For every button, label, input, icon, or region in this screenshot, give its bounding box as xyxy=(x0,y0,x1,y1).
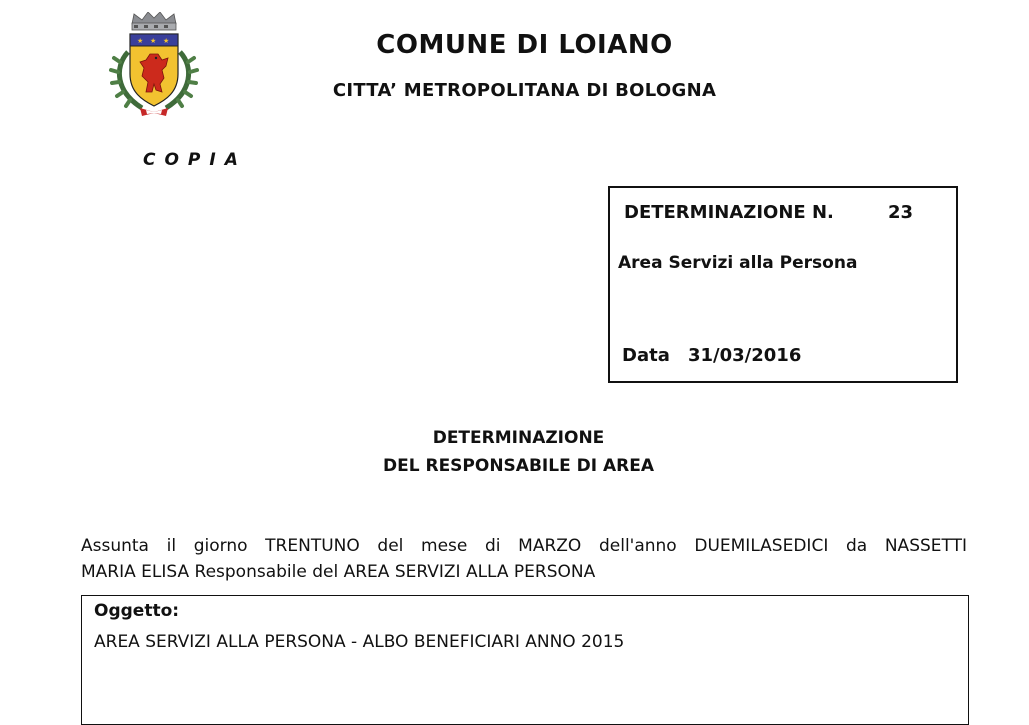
determination-number: 23 xyxy=(888,202,914,223)
assunta-line1: Assunta il giorno TRENTUNO del mese di MARZO dell'anno DUEMILASEDICI da NASSETTI xyxy=(81,536,967,556)
assunta-line2: MARIA ELISA Responsabile del AREA SERVIZI ALLA PERSONA xyxy=(81,562,596,582)
crest-graphic xyxy=(104,12,204,120)
document-heading-line1: DETERMINAZIONE xyxy=(432,428,605,448)
date-label: Data xyxy=(622,345,670,366)
svg-text:★: ★ xyxy=(137,37,144,45)
determination-label: DETERMINAZIONE N. xyxy=(624,202,834,223)
determination-area: Area Servizi alla Persona xyxy=(618,253,858,273)
oggetto-label: Oggetto: xyxy=(94,601,180,621)
svg-text:★: ★ xyxy=(150,37,157,45)
oggetto-text: AREA SERVIZI ALLA PERSONA - ALBO BENEFICIARI ANNO 2015 xyxy=(94,632,625,652)
oggetto-box xyxy=(81,595,969,725)
province-subtitle: CITTA’ METROPOLITANA DI BOLOGNA xyxy=(332,80,717,101)
determination-box xyxy=(608,186,958,383)
date-value: 31/03/2016 xyxy=(688,345,802,366)
copy-mark: COPIA xyxy=(143,150,247,170)
svg-text:★: ★ xyxy=(163,37,170,45)
municipality-title: COMUNE DI LOIANO xyxy=(376,30,673,60)
municipal-crest xyxy=(104,12,204,120)
document-heading-line2: DEL RESPONSABILE DI AREA xyxy=(383,456,654,476)
assunta-paragraph xyxy=(81,533,967,585)
